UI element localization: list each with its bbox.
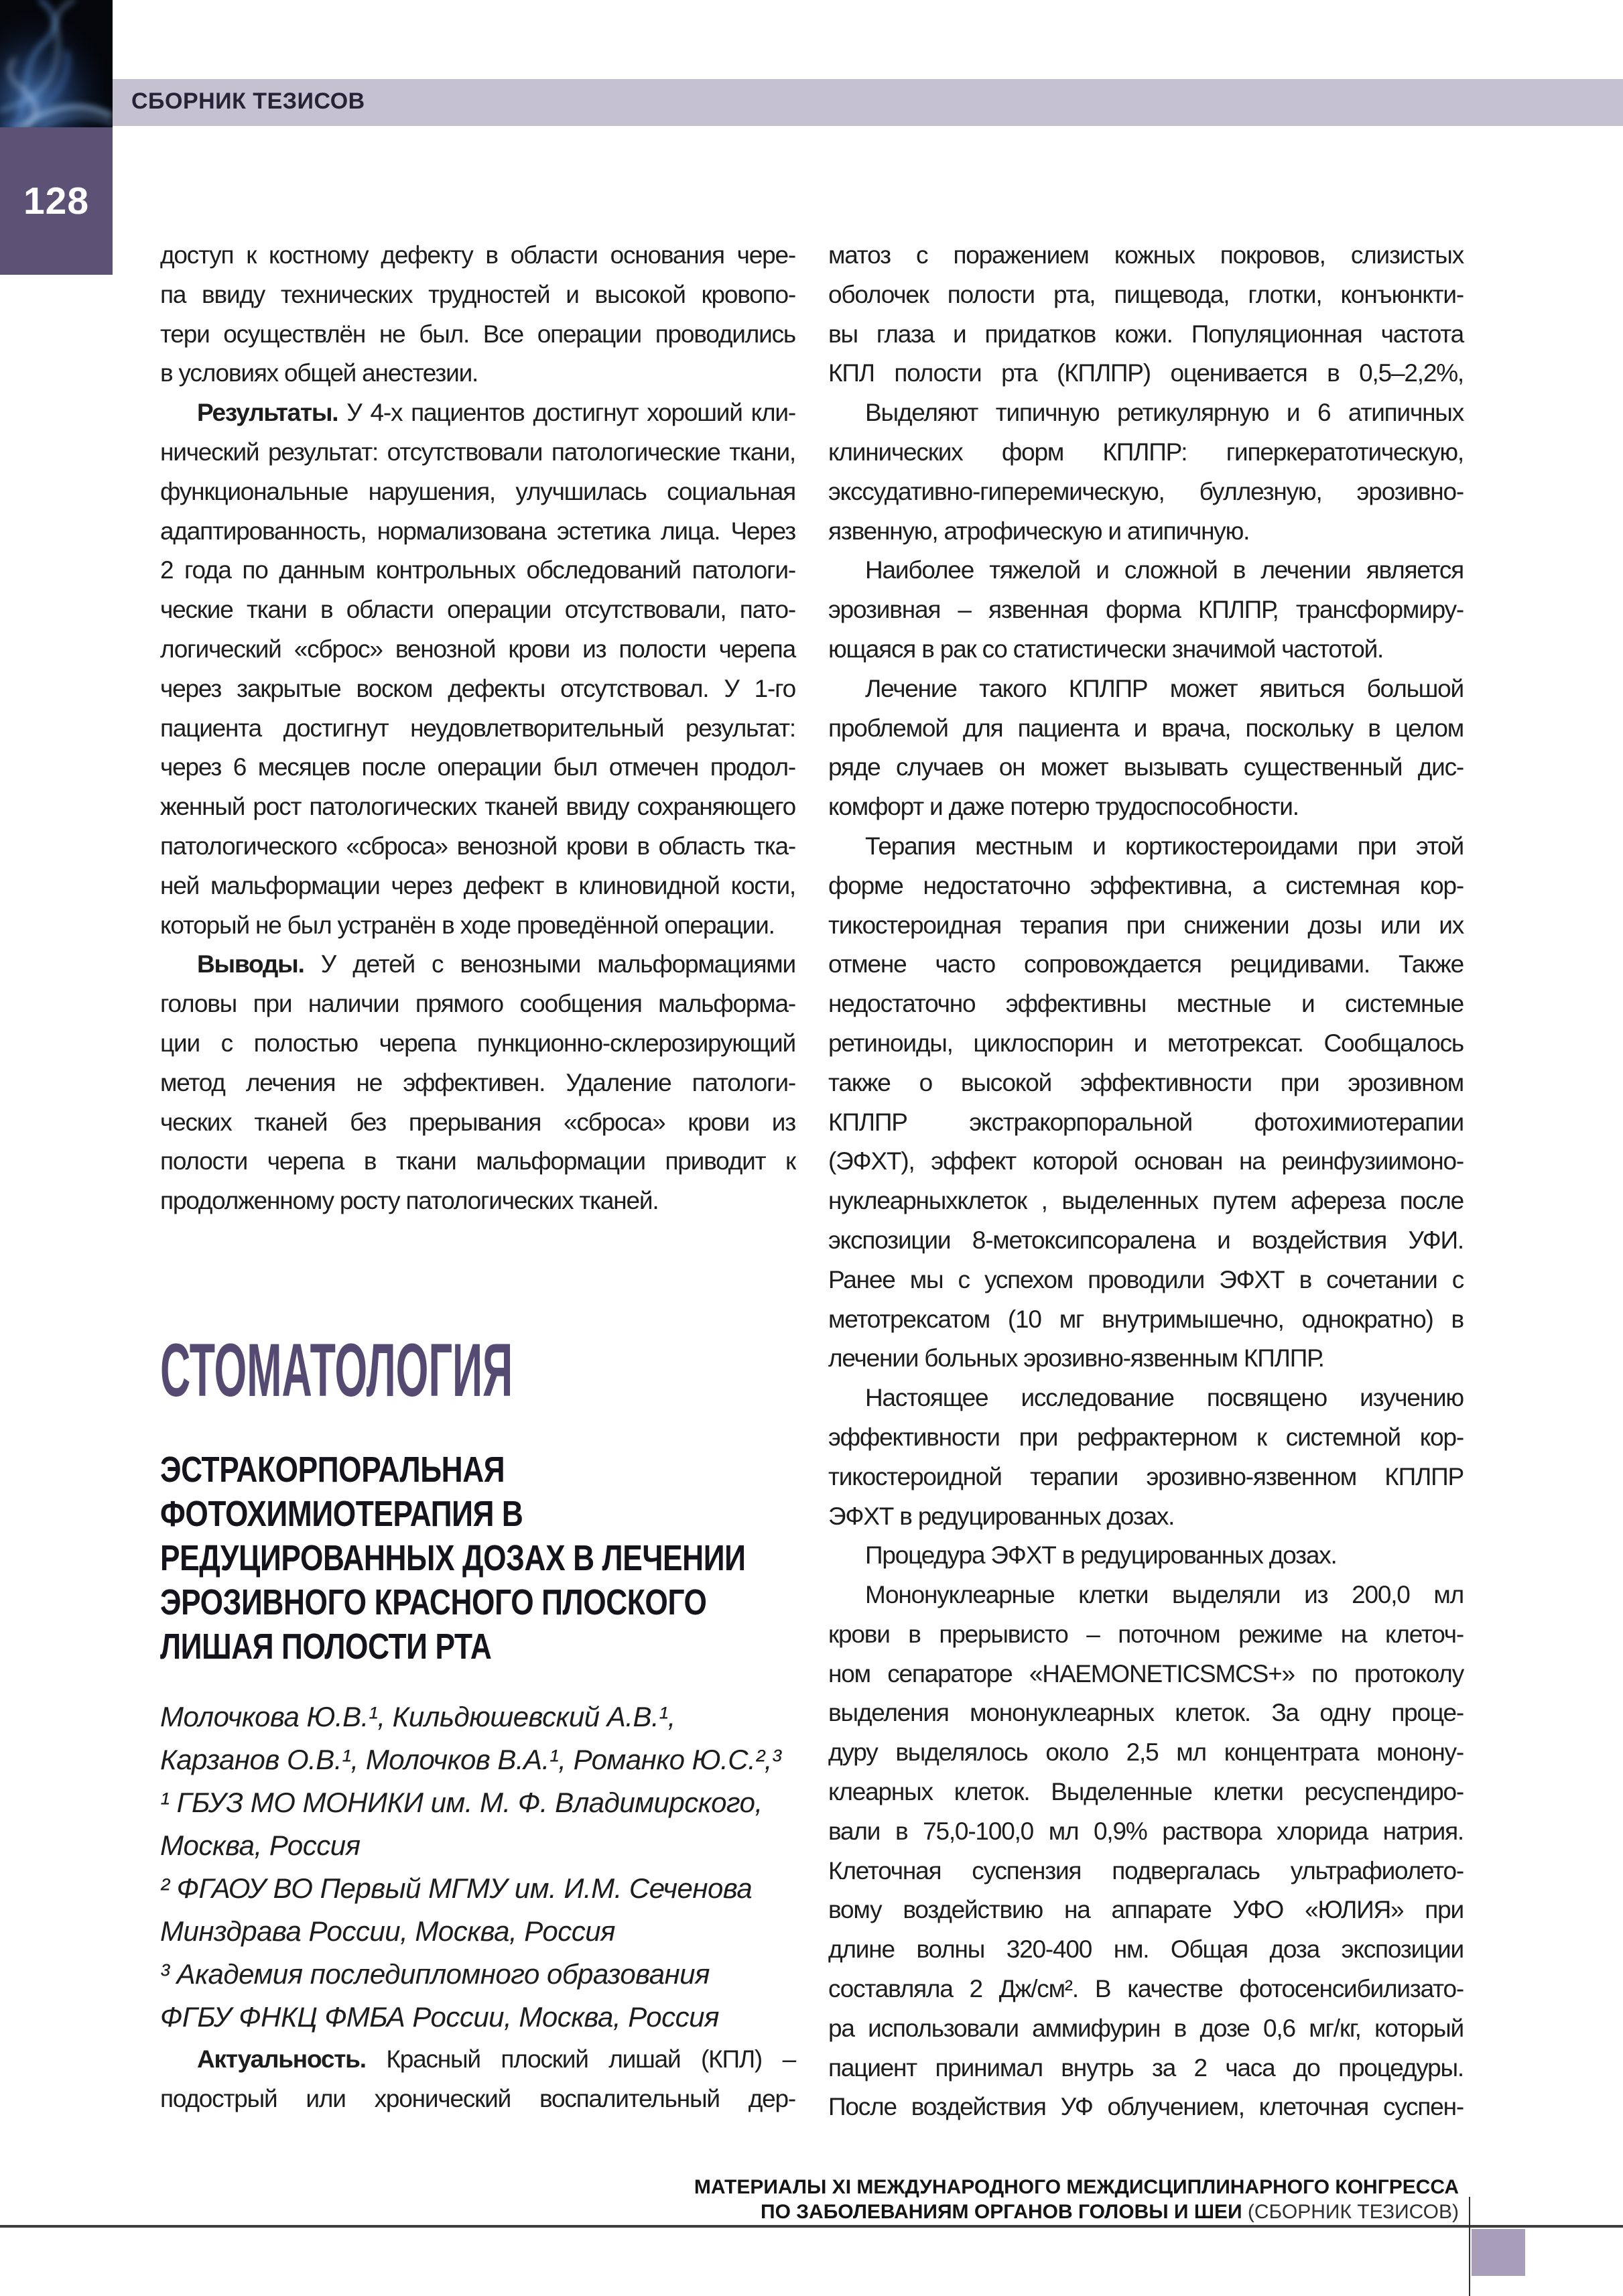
text-line: отмене часто сопровождается рецидивами. Также bbox=[828, 950, 1464, 978]
text-line: па ввиду технических трудностей и высокой кровопо- bbox=[160, 280, 795, 308]
text-line: проблемой для пациента и врача, поскольку в целом bbox=[828, 714, 1464, 742]
text-line: тикостероидной терапии эрозивно-язвенном КПЛПР bbox=[828, 1462, 1464, 1490]
article-title-line: ФОТОХИМИОТЕРАПИЯ В bbox=[160, 1493, 523, 1534]
article-title-line: ЭСТРАКОРПОРАЛЬНАЯ bbox=[160, 1449, 505, 1490]
article-title-line: ЛИШАЯ ПОЛОСТИ РТА bbox=[160, 1626, 492, 1667]
paragraph bbox=[160, 945, 795, 1221]
text-line: крови в прерывисто – поточном режиме на клеточ- bbox=[828, 1620, 1464, 1648]
author-line: ² ФГАОУ ВО Первый МГМУ им. И.М. Сеченова bbox=[160, 1872, 753, 1904]
footer-line-2 bbox=[761, 2201, 1459, 2224]
footer-line-2-bold: ПО ЗАБОЛЕВАНИЯМ ОРГАНОВ ГОЛОВЫ И ШЕИ bbox=[761, 2201, 1242, 2223]
text-line: тикостероидная терапия при снижении дозы или их bbox=[828, 911, 1464, 939]
text-line: После воздействия УФ облучением, клеточная суспен- bbox=[828, 2093, 1464, 2121]
text-line: женный рост патологических тканей ввиду сохраняющего bbox=[160, 793, 795, 821]
text-line: также о высокой эффективности при эрозивном bbox=[828, 1068, 1464, 1096]
text-line: Терапия местным и кортикостероидами при этой bbox=[865, 832, 1464, 860]
text-line: экспозиции 8-метоксипсоралена и воздействия УФИ. bbox=[828, 1226, 1464, 1254]
author-line: Минздрава России, Москва, Россия bbox=[160, 1915, 615, 1947]
author-line: ¹ ГБУЗ МО МОНИКИ им. М. Ф. Владимирского, bbox=[160, 1786, 763, 1818]
article-title-line: РЕДУЦИРОВАННЫХ ДОЗАХ В ЛЕЧЕНИИ bbox=[160, 1537, 746, 1578]
paragraph bbox=[828, 393, 1464, 551]
text-line: (ЭФХТ), эффект которой основан на реинфузиимоно- bbox=[828, 1147, 1464, 1175]
text-line: который не был устранён в ходе проведённой операции. bbox=[160, 911, 775, 939]
paragraph bbox=[828, 1379, 1464, 1536]
text-line: 2 года по данным контрольных обследований патологи- bbox=[160, 556, 795, 584]
text-line: ра использовали аммифурин в дозе 0,6 мг/кг, который bbox=[828, 2014, 1464, 2042]
footer-divider bbox=[1469, 2197, 1470, 2296]
footer-line-2-regular: (СБОРНИК ТЕЗИСОВ) bbox=[1242, 2201, 1459, 2223]
text-line: адаптированность, нормализована эстетика лица. Через bbox=[160, 517, 795, 545]
text-line: полости черепа в ткани мальформации приводит к bbox=[160, 1147, 795, 1175]
text-line: клинических форм КПЛПР: гиперкератотическую, bbox=[828, 438, 1464, 466]
paragraph bbox=[160, 2040, 795, 2119]
text-line: комфорт и даже потерю трудоспособности. bbox=[828, 793, 1299, 821]
text-line: дуру выделялось около 2,5 мл концентрата монону- bbox=[828, 1738, 1464, 1767]
text-line: язвенную, атрофическую и атипичную. bbox=[828, 517, 1250, 545]
text-line: оболочек полости рта, пищевода, глотки, конъюнкти- bbox=[828, 280, 1464, 308]
text-line: пациент принимал внутрь за 2 часа до процедуры. bbox=[828, 2053, 1464, 2082]
footer-rule bbox=[0, 2225, 1623, 2228]
text-line: экссудативно-гиперемическую, буллезную, эрозивно- bbox=[828, 477, 1464, 505]
paragraph bbox=[160, 236, 795, 393]
text-line: вому воздействию на аппарате УФО «ЮЛИЯ» при bbox=[828, 1896, 1464, 1924]
text-line: ции с полостью черепа пункционно-склерозирующий bbox=[160, 1029, 795, 1057]
text-line: Настоящее исследование посвящено изучению bbox=[865, 1384, 1464, 1412]
text-line: ческие ткани в области операции отсутствовали, пато- bbox=[160, 596, 795, 624]
text-line: КПЛПР экстракорпоральной фотохимиотерапии bbox=[828, 1108, 1464, 1136]
text-line: ряде случаев он может вызывать существенный дис- bbox=[828, 753, 1464, 781]
text-line: в условиях общей анестезии. bbox=[160, 359, 478, 387]
paragraph bbox=[160, 393, 795, 945]
text-line: ретиноиды, циклоспорин и метотрексат. Сообщалось bbox=[828, 1029, 1464, 1057]
text-line: функциональные нарушения, улучшилась социальная bbox=[160, 477, 795, 505]
footer-accent-square bbox=[1472, 2229, 1525, 2276]
text-line: эффективности при рефрактерном к системной кор- bbox=[828, 1423, 1464, 1451]
text-line: метотрексатом (10 мг внутримышечно, однократно) в bbox=[828, 1305, 1464, 1333]
text-line: пациента достигнут неудовлетворительный результат: bbox=[160, 714, 795, 742]
author-line: Москва, Россия bbox=[160, 1829, 361, 1861]
text-line: ческих тканей без прерывания «сброса» крови из bbox=[160, 1108, 795, 1136]
text-line: ней мальформации через дефект в клиновидной кости, bbox=[160, 871, 795, 899]
paragraph bbox=[828, 1536, 1464, 1576]
text-line: головы при наличии прямого сообщения мальформа- bbox=[160, 990, 795, 1018]
article-title bbox=[160, 1448, 795, 1669]
author-line: ³ Академия последипломного образования bbox=[160, 1958, 710, 1990]
text-line: Лечение такого КПЛПР может явиться большой bbox=[865, 674, 1464, 702]
text-line: тери осуществлён не был. Все операции проводились bbox=[160, 320, 795, 348]
paragraph bbox=[828, 551, 1464, 669]
text-line: лечении больных эрозивно-язвенным КПЛПР. bbox=[828, 1344, 1324, 1373]
left-column bbox=[160, 236, 795, 2119]
paragraph-lead: Выводы. bbox=[197, 950, 321, 978]
text-line: Клеточная суспензия подвергалась ультрафиолето- bbox=[828, 1856, 1464, 1885]
text-line: вали в 75,0-100,0 мл 0,9% раствора хлорида натрия. bbox=[828, 1817, 1464, 1845]
cover-smoke-photo bbox=[0, 0, 113, 127]
text-line: Мононуклеарные клетки выделяли из 200,0 мл bbox=[865, 1581, 1464, 1609]
author-line: ФГБУ ФНКЦ ФМБА России, Москва, Россия bbox=[160, 2000, 719, 2033]
text-line: эрозивная – язвенная форма КПЛПР, трансформиру- bbox=[828, 596, 1464, 624]
text-line: Выводы. У детей с венозными мальформациями bbox=[197, 950, 795, 978]
section-heading: СТОМАТОЛОГИЯ bbox=[160, 1328, 513, 1412]
paragraph bbox=[828, 1576, 1464, 2127]
text-line: нуклеарныхклеток , выделенных путем афереза после bbox=[828, 1187, 1464, 1215]
text-line: логический «сброс» венозной крови из полости черепа bbox=[160, 635, 795, 663]
footer-line-1: МАТЕРИАЛЫ XI МЕЖДУНАРОДНОГО МЕЖДИСЦИПЛИНАРНОГО КОНГРЕССА bbox=[694, 2176, 1459, 2198]
page-number: 128 bbox=[23, 180, 90, 222]
header-band-label: СБОРНИК ТЕЗИСОВ bbox=[131, 88, 365, 114]
text-line: через 6 месяцев после операции был отмечен продол- bbox=[160, 753, 795, 781]
text-line: доступ к костному дефекту в области основания чере- bbox=[160, 241, 795, 269]
text-line: матоз с поражением кожных покровов, слизистых bbox=[828, 241, 1464, 269]
text-line: длине волны 320-400 нм. Общая доза экспозиции bbox=[828, 1935, 1464, 1964]
text-line: Наиболее тяжелой и сложной в лечении является bbox=[865, 556, 1464, 584]
paragraph-lead: Результаты. bbox=[197, 399, 347, 427]
text-line: Процедура ЭФХТ в редуцированных дозах. bbox=[865, 1541, 1337, 1570]
page-number-badge bbox=[0, 127, 113, 275]
text-line: патологического «сброса» венозной крови в область тка- bbox=[160, 832, 795, 860]
text-line: Результаты. У 4-х пациентов достигнут хороший кли- bbox=[197, 399, 795, 427]
text-line: Актуальность. Красный плоский лишай (КПЛ) – bbox=[197, 2045, 795, 2073]
text-line: подострый или хронический воспалительный дер- bbox=[160, 2084, 795, 2112]
author-line: Молочкова Ю.В.¹, Кильдюшевский А.В.¹, bbox=[160, 1700, 675, 1732]
text-line: вы глаза и придатков кожи. Популяционная частота bbox=[828, 320, 1464, 348]
text-line: клеарных клеток. Выделенные клетки ресуспендиро- bbox=[828, 1778, 1464, 1806]
text-line: через закрытые воском дефекты отсутствовал. У 1-го bbox=[160, 674, 795, 702]
paragraph bbox=[828, 827, 1464, 1379]
text-line: КПЛ полости рта (КПЛПР) оценивается в 0,5–2,2%, bbox=[828, 359, 1464, 387]
article-title-line: ЭРОЗИВНОГО КРАСНОГО ПЛОСКОГО bbox=[160, 1582, 707, 1622]
paragraph-lead: Актуальность. bbox=[197, 2045, 387, 2073]
text-line: форме недостаточно эффективна, а системная кор- bbox=[828, 871, 1464, 899]
text-line: продолженному росту патологических тканей. bbox=[160, 1187, 659, 1215]
smoke-art bbox=[0, 0, 113, 127]
text-line: метод лечения не эффективен. Удаление патологи- bbox=[160, 1068, 795, 1096]
text-line: составляла 2 Дж/см². В качестве фотосенсибилизато- bbox=[828, 1975, 1464, 2003]
text-line: ном сепараторе «HAEMONETICSMCS+» по протоколу bbox=[828, 1659, 1464, 1687]
text-line: Выделяют типичную ретикулярную и 6 атипичных bbox=[865, 399, 1464, 427]
paragraph bbox=[828, 236, 1464, 393]
text-line: ющаяся в рак со статистически значимой частотой. bbox=[828, 635, 1384, 663]
text-line: выделения мононуклеарных клеток. За одну проце- bbox=[828, 1699, 1464, 1727]
paragraph bbox=[828, 669, 1464, 827]
text-line: Ранее мы с успехом проводили ЭФХТ в сочетании с bbox=[828, 1265, 1464, 1293]
text-line: нический результат: отсутствовали патологические ткани, bbox=[160, 438, 795, 466]
right-column bbox=[828, 236, 1464, 2127]
authors-block bbox=[160, 1696, 795, 2039]
text-line: ЭФХТ в редуцированных дозах. bbox=[828, 1502, 1175, 1530]
text-line: недостаточно эффективны местные и системные bbox=[828, 990, 1464, 1018]
author-line: Карзанов О.В.¹, Молочков В.А.¹, Романко Ю.С.²,³ bbox=[160, 1743, 781, 1775]
